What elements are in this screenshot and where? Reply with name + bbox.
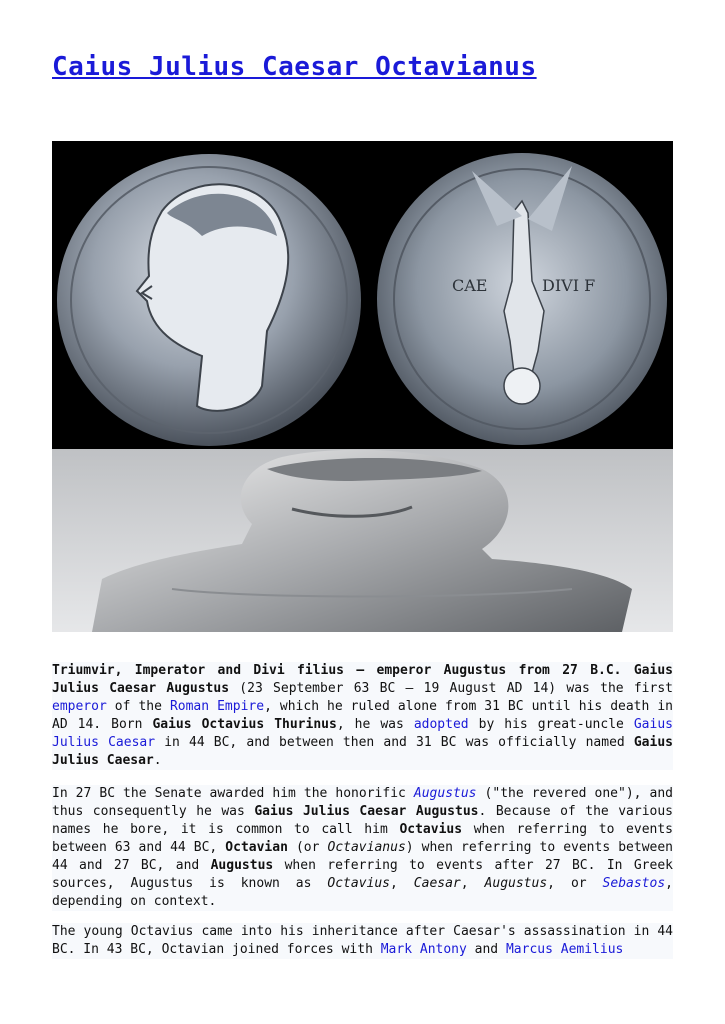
text: (or bbox=[287, 840, 328, 855]
bold-name: Gaius Julius Caesar Augustus bbox=[254, 804, 479, 819]
intro-bold-heading: Triumvir, Imperator and Divi filius – emperor Augustus from 27 B.C. Gaius Julius Caesar Augustus bbox=[52, 663, 673, 696]
bold-name: Octavius bbox=[399, 822, 463, 837]
link-mark-antony[interactable]: Mark Antony bbox=[380, 942, 467, 957]
page-title[interactable]: Caius Julius Caesar Octavianus bbox=[52, 52, 537, 82]
text: , or bbox=[547, 876, 603, 891]
italic-name: Caesar bbox=[413, 876, 461, 891]
text: , he was bbox=[336, 717, 414, 732]
text: In 27 BC the Senate awarded him the honorific bbox=[52, 786, 414, 801]
link-augustus[interactable] bbox=[414, 786, 477, 801]
text: , bbox=[390, 876, 414, 891]
bold-name: Augustus bbox=[210, 858, 274, 873]
coins-image bbox=[52, 141, 673, 449]
text: of the bbox=[106, 699, 170, 714]
text: , depending on context. bbox=[52, 876, 673, 909]
article-image bbox=[52, 141, 673, 632]
italic-name: Augustus bbox=[484, 876, 548, 891]
text: by his great-uncle bbox=[468, 717, 634, 732]
paragraph-intro bbox=[52, 662, 673, 770]
italic-name: Octavianus bbox=[327, 840, 406, 855]
coin-right bbox=[377, 153, 667, 445]
text: The young Octavius came into his inheritance after Caesar's assassination in 44 BC. In 43 BC, Octavian joined forces with bbox=[52, 924, 673, 957]
text: (23 September 63 BC – 19 August AD 14) was the first bbox=[229, 681, 673, 696]
bold-name: Gaius Julius Caesar bbox=[52, 735, 673, 768]
italic-name: Octavius bbox=[327, 876, 391, 891]
paragraph-inheritance bbox=[52, 923, 673, 959]
text: and bbox=[466, 942, 506, 957]
coin-legend-left: CAE bbox=[452, 276, 488, 295]
text: . bbox=[153, 753, 162, 768]
link-roman-empire[interactable]: Roman Empire bbox=[169, 699, 265, 714]
text: ) when referring to events between 44 and 27 BC, and bbox=[52, 840, 673, 873]
link-emperor[interactable]: emperor bbox=[52, 699, 107, 714]
link-adopted[interactable]: adopted bbox=[413, 717, 469, 732]
bold-name: Octavian bbox=[225, 840, 288, 855]
link-gaius-julius-caesar[interactable]: Gaius Julius Caesar bbox=[52, 717, 673, 750]
text: , bbox=[460, 876, 485, 891]
italic-link-text[interactable]: Augustus bbox=[413, 786, 477, 801]
text: ("the revered one"), and thus consequently he was bbox=[52, 786, 674, 819]
paragraph-names bbox=[52, 785, 673, 911]
text: when referring to events after 27 BC. In Greek sources, Augustus is known as bbox=[52, 858, 673, 891]
link-sebastos[interactable] bbox=[603, 876, 666, 891]
text: . Because of the various names he bore, it is common to call him bbox=[52, 804, 674, 837]
coin-legend-right: DIVI F bbox=[542, 276, 596, 295]
text: , which he ruled alone from 31 BC until his death in AD 14. Born bbox=[52, 699, 673, 732]
coin-left bbox=[57, 154, 361, 446]
link-marcus-aemilius[interactable]: Marcus Aemilius bbox=[505, 942, 624, 957]
italic-link-text[interactable]: Sebastos bbox=[602, 876, 666, 891]
text: when referring to events between 63 and 44 BC, bbox=[52, 822, 673, 855]
text: in 44 BC, and between then and 31 BC was officially named bbox=[155, 735, 634, 750]
bust-image bbox=[52, 449, 673, 632]
bold-name: Gaius Octavius Thurinus bbox=[152, 717, 337, 732]
